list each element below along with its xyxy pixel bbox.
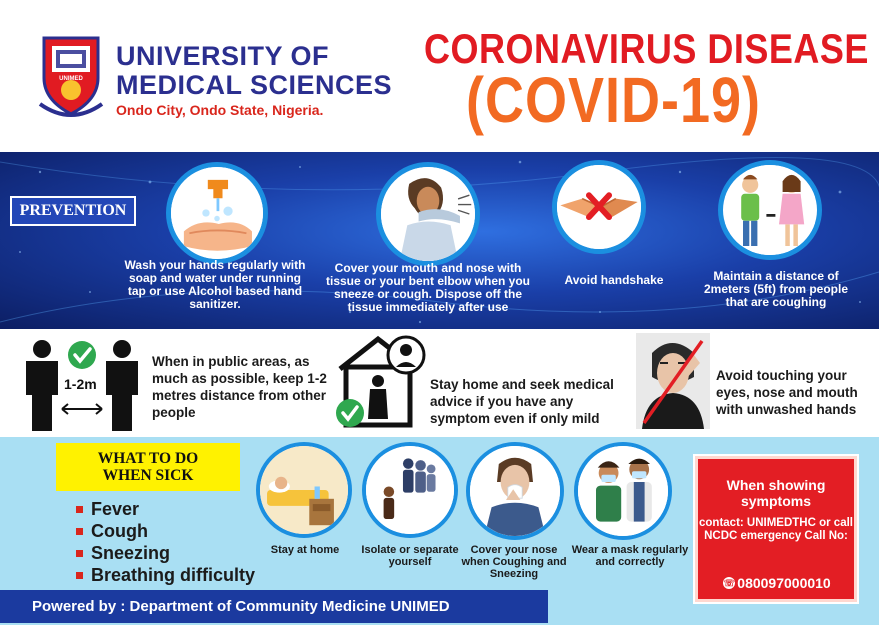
no-face-touch-icon xyxy=(636,333,710,429)
svg-text:UNIMED: UNIMED xyxy=(59,76,83,82)
alert-heading: When showing symptoms xyxy=(726,477,826,509)
prevention-text-distance: Maintain a distance of 2meters (5ft) from people that are coughing xyxy=(703,269,849,309)
prevention-text-handwashing: Wash your hands regularly with soap and water under running tap or use Alcohol based hand sanitizer. xyxy=(124,258,306,311)
prevention-text-handshake: Avoid handshake xyxy=(564,273,664,287)
bullet-icon xyxy=(76,528,83,535)
prevention-label: PREVENTION xyxy=(10,196,136,226)
social-distance-icon xyxy=(718,160,822,260)
prevention-text-cough: Cover your mouth and nose with tissue or your bent elbow when you sneeze or cough. Dispose off the tissue immediately after use xyxy=(325,261,531,314)
when-sick-label xyxy=(56,443,240,491)
bullet-icon xyxy=(76,550,83,557)
header xyxy=(0,0,879,152)
university-name-line2: MEDICAL SCIENCES xyxy=(116,70,393,100)
public-areas-text: When in public areas, as much as possible, keep 1-2 metres distance from other people xyxy=(152,354,327,420)
symptom-item xyxy=(76,564,255,586)
symptom-item xyxy=(76,520,255,542)
cough-into-elbow-icon xyxy=(376,162,480,266)
prevention-band xyxy=(0,152,879,329)
when-sick-label-line2: WHEN SICK xyxy=(102,467,194,484)
title-line1: CORONAVIRUS DISEASE xyxy=(424,25,869,73)
bullet-icon xyxy=(76,572,83,579)
action-caption-cover-nose: Cover your nose when Coughing and Sneezing xyxy=(461,544,567,580)
university-name-line1: UNIVERSITY OF xyxy=(116,41,330,71)
face-touch-text: Avoid touching your eyes, nose and mouth with unwashed hands xyxy=(716,368,858,417)
phone-icon: ☏ xyxy=(723,578,735,588)
handwashing-icon xyxy=(166,162,268,264)
action-caption-stay-home: Stay at home xyxy=(270,544,340,556)
symptom-item xyxy=(76,498,255,520)
bullet-icon xyxy=(76,506,83,513)
title-line2: (COVID-19) xyxy=(466,65,762,136)
advice-band xyxy=(0,329,879,437)
action-caption-mask: Wear a mask regularly and correctly xyxy=(571,544,689,568)
no-handshake-icon xyxy=(552,160,646,254)
distance-label: 1-2m xyxy=(64,376,97,392)
symptom-text: Fever xyxy=(91,498,140,519)
when-sick-label-line1: WHAT TO DO xyxy=(97,450,199,467)
footer-credit: Powered by : Department of Community Medicine UNIMED xyxy=(0,590,548,623)
phone-number[interactable]: 080097000010 xyxy=(737,575,831,591)
stay-home-icon xyxy=(336,333,428,431)
cover-nose-icon xyxy=(466,442,564,540)
symptom-text: Sneezing xyxy=(91,542,171,563)
university-name xyxy=(116,42,392,100)
action-caption-isolate: Isolate or separate yourself xyxy=(361,544,459,568)
symptom-text: Cough xyxy=(91,520,148,541)
isolation-icon xyxy=(362,442,458,538)
face-mask-icon xyxy=(574,442,672,540)
emergency-contact-box xyxy=(695,456,857,602)
symptom-item xyxy=(76,542,255,564)
emergency-phone[interactable] xyxy=(702,575,852,591)
bed-rest-icon xyxy=(256,442,352,538)
stay-home-text: Stay home and seek medical advice if you have any symptom even if only mild xyxy=(430,377,614,426)
symptom-list xyxy=(76,498,255,586)
university-location: Ondo City, Ondo State, Nigeria. xyxy=(116,102,324,118)
alert-contact-text: contact: UNIMEDTHC or call NCDC emergency Call No: xyxy=(699,517,853,542)
symptom-text: Breathing difficulty xyxy=(91,564,256,585)
university-crest-logo xyxy=(38,34,104,118)
